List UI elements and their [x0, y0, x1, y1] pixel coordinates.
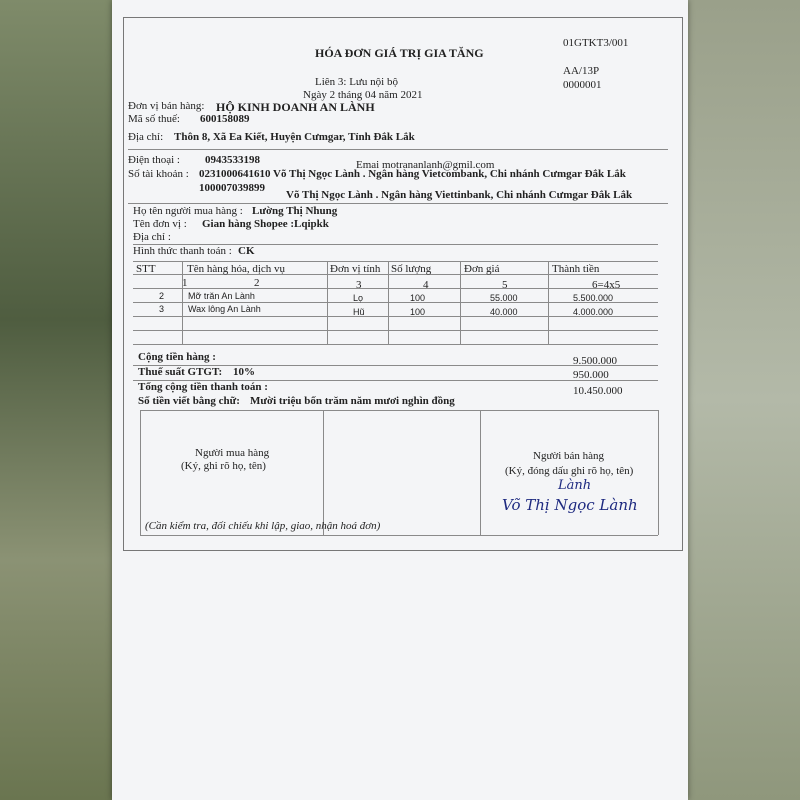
- cell-price: 55.000: [490, 293, 518, 303]
- cell-qty: 100: [410, 293, 426, 303]
- seller-signature-title: Người bán hàng: [533, 450, 605, 462]
- invoice-date: Ngày 2 tháng 04 năm 2021: [303, 89, 423, 101]
- cell-amount: 5.500.000: [573, 293, 614, 303]
- index-cell: 5: [502, 279, 508, 291]
- divider: [128, 149, 668, 150]
- index-cell: 1: [182, 277, 188, 289]
- seller-name-label: Đơn vị bán hàng:: [128, 100, 205, 112]
- cell-price: 40.000: [490, 307, 518, 317]
- buyer-signature-note: (Ký, ghi rõ họ, tên): [181, 460, 266, 472]
- footer-note: (Cần kiểm tra, đối chiếu khi lập, giao, nhận hoá đơn): [145, 520, 381, 532]
- seller-account-2-detail: Võ Thị Ngọc Lành . Ngân hàng Viettinbank, Chi nhánh Cưmgar Đắk Lắk: [286, 189, 633, 201]
- seller-email: Emai motrananlanh@gmil.com: [356, 159, 495, 171]
- grand-total-label: Tổng cộng tiền thanh toán :: [138, 381, 268, 393]
- amount-in-words: Mười triệu bốn trăm năm mươi nghìn đồng: [250, 395, 455, 407]
- vat-amount: 950.000: [573, 369, 609, 381]
- seller-address: Thôn 8, Xã Ea Kiết, Huyện Cưmgar, Tỉnh Đắk Lắk: [174, 131, 415, 143]
- col-header-item: Tên hàng hóa, dịch vụ: [187, 263, 286, 275]
- seller-address-label: Địa chỉ:: [128, 131, 164, 143]
- background-right: [682, 0, 800, 800]
- seller-account-label: Số tài khoản :: [128, 168, 189, 180]
- seller-name: HỘ KINH DOANH AN LÀNH: [216, 100, 375, 114]
- grand-total-value: 10.450.000: [573, 385, 623, 397]
- seller-account-2-number: 100007039899: [199, 182, 265, 194]
- col-header-price: Đơn giá: [464, 263, 500, 275]
- buyer-signature-title: Người mua hàng: [195, 447, 270, 459]
- seller-signature-initials: Lành: [558, 478, 592, 493]
- cell-stt: 2: [159, 291, 165, 301]
- seller-phone: 0943533198: [205, 154, 260, 166]
- divider: [133, 244, 658, 245]
- invoice-number: 0000001: [563, 79, 602, 91]
- subtotal-label: Cộng tiền hàng :: [138, 351, 216, 363]
- form-code: 01GTKT3/001: [563, 37, 629, 49]
- index-cell: 4: [423, 279, 429, 291]
- buyer-unit: Gian hàng Shopee :Lqipkk: [202, 218, 329, 230]
- index-cell: 3: [356, 279, 362, 291]
- background-left: [0, 0, 118, 800]
- col-header-unit: Đơn vị tính: [330, 263, 381, 275]
- col-header-qty: Số lượng: [391, 263, 432, 275]
- seller-signature-name: Võ Thị Ngọc Lành: [502, 496, 638, 514]
- buyer-name-label: Họ tên người mua hàng :: [133, 205, 243, 217]
- index-cell: 6=4x5: [592, 279, 621, 291]
- cell-unit: Lọ: [353, 293, 364, 303]
- amount-in-words-label: Số tiền viết bằng chữ:: [138, 395, 240, 407]
- cell-unit: Hũ: [353, 307, 365, 317]
- invoice-serial: AA/13P: [563, 65, 600, 77]
- buyer-address-label: Địa chỉ :: [133, 231, 171, 243]
- seller-account-1: 0231000641610 Võ Thị Ngọc Lành . Ngân hàng Vietcombank, Chi nhánh Cưmgar Đắk Lắk: [199, 168, 626, 180]
- seller-phone-label: Điện thoại :: [128, 154, 180, 166]
- buyer-unit-label: Tên đơn vị :: [133, 218, 187, 230]
- seller-tax-label: Mã số thuế:: [128, 113, 180, 125]
- cell-item: Wax lông An Lành: [188, 304, 261, 314]
- copy-label: Liên 3: Lưu nội bộ: [315, 76, 398, 88]
- subtotal-value: 9.500.000: [573, 355, 617, 367]
- col-header-amount: Thành tiền: [552, 263, 600, 275]
- payment-method-label: Hình thức thanh toán :: [133, 245, 232, 257]
- buyer-name: Lường Thị Nhung: [252, 205, 338, 217]
- cell-qty: 100: [410, 307, 426, 317]
- payment-method: CK: [238, 245, 255, 257]
- vat-label: Thuế suất GTGT:: [138, 366, 223, 378]
- index-cell: 2: [254, 277, 260, 289]
- vat-rate: 10%: [233, 366, 255, 378]
- cell-stt: 3: [159, 304, 165, 314]
- cell-amount: 4.000.000: [573, 307, 614, 317]
- seller-tax-id: 600158089: [200, 113, 250, 125]
- seller-signature-note: (Ký, đóng dấu ghi rõ họ, tên): [505, 465, 634, 477]
- invoice-title: HÓA ĐƠN GIÁ TRỊ GIA TĂNG: [315, 46, 484, 60]
- cell-item: Mỡ trăn An Lành: [188, 291, 255, 301]
- divider: [128, 203, 668, 204]
- col-header-stt: STT: [136, 263, 156, 275]
